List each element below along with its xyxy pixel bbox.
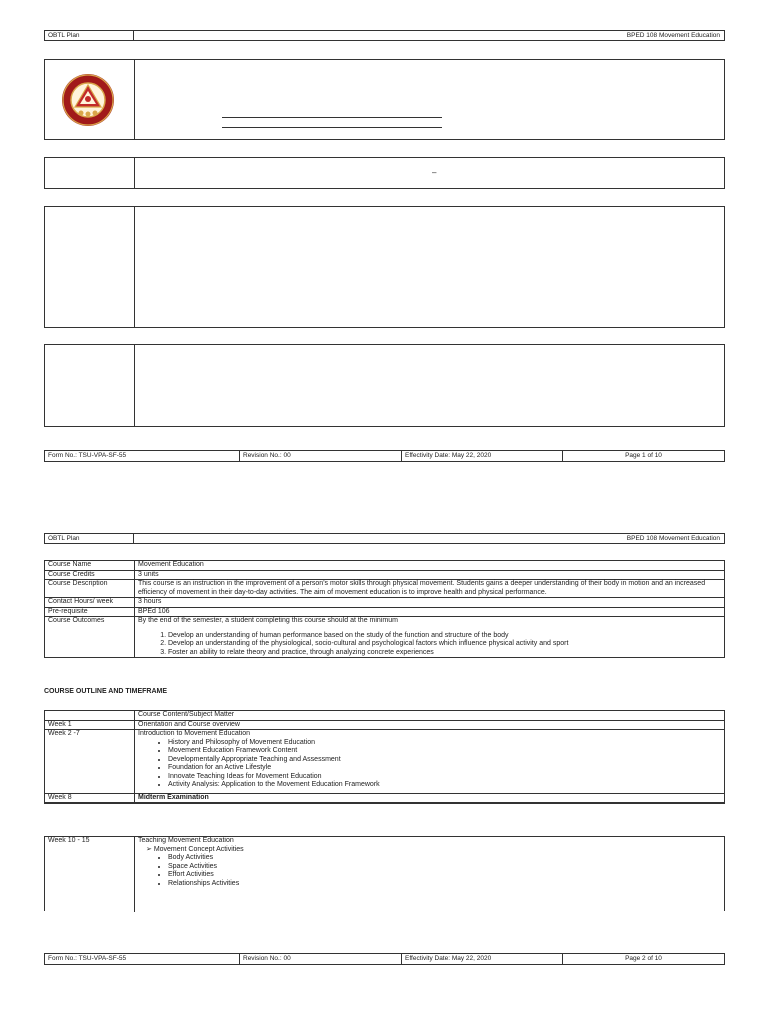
footer-page: Page 2 of 10 xyxy=(625,955,662,962)
week2-topics xyxy=(138,739,721,790)
header-left: OBTL Plan xyxy=(45,31,134,40)
list-item: 1. Develop an understanding of human performance based on the study of the function and structure of the body xyxy=(168,632,721,641)
table-row: Week 1 Orientation and Course overview xyxy=(45,720,725,730)
footer-form-no: Form No.: TSU-VPA-SF-55 xyxy=(45,451,240,461)
page2-header xyxy=(44,533,725,544)
table-row: Course Content/Subject Matter xyxy=(45,711,725,721)
course-info-table xyxy=(44,560,725,658)
title-box xyxy=(44,59,725,140)
table-row: Course Name Movement Education xyxy=(45,561,725,571)
footer-effectivity: Effectivity Date: May 22, 2020 xyxy=(402,954,563,964)
week10-topics xyxy=(138,854,718,888)
outcomes-list xyxy=(138,632,721,658)
list-item: • Innovate Teaching Ideas for Movement Education xyxy=(168,773,721,782)
table-row: Course Outcomes By the end of the semester, a student completing this course should at the minimum 1. Develop an understanding of human performance based on the study of the function and structure of the body 2. Develop an understanding of the physiological, socio-cultural and psychological factors which influence physical activity and sport 3. Foster an ability to relate theory and practice, through analyzing concrete experiences xyxy=(45,617,725,658)
list-item: • Relationships Activities xyxy=(168,880,718,889)
page1-header xyxy=(44,30,725,41)
header-right: BPED 108 Movement Education xyxy=(626,535,720,542)
section-title: COURSE OUTLINE AND TIMEFRAME xyxy=(44,688,168,695)
list-item: • Space Activities xyxy=(168,863,718,872)
table-row: Course Credits 3 units xyxy=(45,570,725,580)
outline-table xyxy=(44,710,725,804)
table-row: Contact Hours/ week 3 hours xyxy=(45,598,725,608)
list-item: • Activity Analysis: Application to the Movement Education Framework xyxy=(168,781,721,790)
outcomes-intro: By the end of the semester, a student completing this course should at the minimum xyxy=(138,617,398,624)
dash: – xyxy=(432,168,437,177)
table-row: Pre-requisite BPEd 106 xyxy=(45,607,725,617)
list-item: • Effort Activities xyxy=(168,871,718,880)
page2-footer xyxy=(44,953,725,965)
footer-effectivity: Effectivity Date: May 22, 2020 xyxy=(402,451,563,461)
info-box-2 xyxy=(44,206,725,328)
list-item: • History and Philosophy of Movement Education xyxy=(168,739,721,748)
footer-revision: Revision No.: 00 xyxy=(240,451,402,461)
title-line-2 xyxy=(222,127,442,128)
info-box-1 xyxy=(44,157,725,189)
footer-form-no: Form No.: TSU-VPA-SF-55 xyxy=(45,954,240,964)
page1-footer xyxy=(44,450,725,462)
header-left: OBTL Plan xyxy=(45,534,134,543)
title-line-1 xyxy=(222,117,442,118)
table-row: Course Description This course is an instruction in the improvement of a person's motor skills through physical movement. Students gains a deeper understanding of their body in motion and an increased efficiency of movement in their day-to-day activities. The aim of movement education is to improve health and physical performance. xyxy=(45,580,725,598)
table-row: Week 8 Midterm Examination xyxy=(45,793,725,803)
list-item: • Developmentally Appropriate Teaching and Assessment xyxy=(168,756,721,765)
header-right: BPED 108 Movement Education xyxy=(626,32,720,39)
info-box-3 xyxy=(44,344,725,427)
list-item: • Foundation for an Active Lifestyle xyxy=(168,764,721,773)
list-item: • Body Activities xyxy=(168,854,718,863)
list-item: • Movement Education Framework Content xyxy=(168,747,721,756)
university-logo xyxy=(61,73,115,127)
table-row: Week 2 -7 Introduction to Movement Education • History and Philosophy of Movement Education • Movement Education Framework Content • Developmentally Appropriate Teaching and Assessment • Foundation for an Active Lifestyle • Innovate Teaching Ideas for Movement Education • Activity Analysis: Application to the Movement Education Framework xyxy=(45,730,725,794)
week10-block: Week 10 - 15 Teaching Movement Education ➢ Movement Concept Activities • Body Activities • Space Activities • Effort Activities • Relationships Activities xyxy=(44,836,725,911)
list-item: 2. Develop an understanding of the physiological, socio-cultural and psychological factors which influence physical activity and sport xyxy=(168,640,721,649)
list-item: 3. Foster an ability to relate theory and practice, through analyzing concrete experiences xyxy=(168,649,721,658)
footer-page: Page 1 of 10 xyxy=(625,452,662,459)
footer-revision: Revision No.: 00 xyxy=(240,954,402,964)
